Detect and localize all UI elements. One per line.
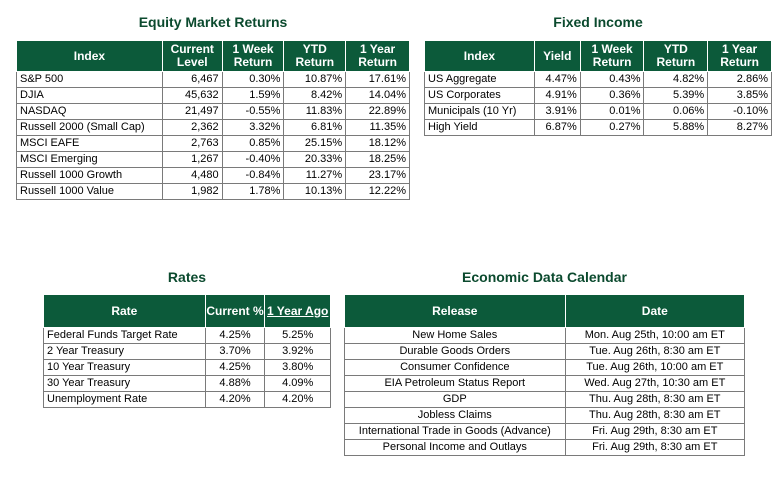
table-row: [44, 328, 331, 344]
equity-header-ytd: YTD Return: [284, 41, 346, 72]
cell: 6,467: [162, 72, 222, 88]
cell: 3.70%: [205, 344, 265, 360]
cell: 11.83%: [284, 104, 346, 120]
cell: 2,362: [162, 120, 222, 136]
cell: 4.88%: [205, 376, 265, 392]
fixed-title: Fixed Income: [553, 14, 643, 30]
equity-table: [16, 40, 410, 200]
cell: -0.55%: [222, 104, 284, 120]
cell: Municipals (10 Yr): [425, 104, 535, 120]
cell: Fri. Aug 29th, 8:30 am ET: [565, 440, 744, 456]
rates-header-rate: Rate: [44, 295, 206, 328]
cell: 4.20%: [205, 392, 265, 408]
equity-header-level: Current Level: [162, 41, 222, 72]
cell: 5.39%: [644, 88, 708, 104]
table-row: [345, 328, 745, 344]
cell: 8.42%: [284, 88, 346, 104]
fixed-header-year: 1 Year Return: [708, 41, 772, 72]
cell: 4.20%: [265, 392, 331, 408]
cell: 4.25%: [205, 360, 265, 376]
table-row: [17, 168, 410, 184]
table-row: [44, 344, 331, 360]
table-row: [17, 120, 410, 136]
cell: 4.47%: [534, 72, 580, 88]
cell: 4.91%: [534, 88, 580, 104]
cell: High Yield: [425, 120, 535, 136]
cell: 2,763: [162, 136, 222, 152]
table-row: [345, 344, 745, 360]
cell: US Corporates: [425, 88, 535, 104]
cell: 30 Year Treasury: [44, 376, 206, 392]
cell: Tue. Aug 26th, 10:00 am ET: [565, 360, 744, 376]
table-row: [345, 408, 745, 424]
table-row: [17, 152, 410, 168]
rates-table: [43, 294, 331, 408]
cell: 0.30%: [222, 72, 284, 88]
cell: 1.78%: [222, 184, 284, 200]
cell: 1.59%: [222, 88, 284, 104]
cell: -0.10%: [708, 104, 772, 120]
fixed-header-week: 1 Week Return: [580, 41, 644, 72]
cell: -0.40%: [222, 152, 284, 168]
fixed-header-yield: Yield: [534, 41, 580, 72]
table-row: [345, 360, 745, 376]
table-row: [44, 392, 331, 408]
calendar-table: [344, 294, 745, 456]
cell: 1,982: [162, 184, 222, 200]
cell: 3.91%: [534, 104, 580, 120]
fixed-table: [424, 40, 772, 136]
cell: 10.13%: [284, 184, 346, 200]
table-row: [425, 88, 772, 104]
cell: 2.86%: [708, 72, 772, 88]
calendar-header-date: Date: [565, 295, 744, 328]
table-row: [17, 136, 410, 152]
cell: Federal Funds Target Rate: [44, 328, 206, 344]
cell: Fri. Aug 29th, 8:30 am ET: [565, 424, 744, 440]
cell: Durable Goods Orders: [345, 344, 566, 360]
cell: 3.32%: [222, 120, 284, 136]
cell: 11.27%: [284, 168, 346, 184]
table-row: [44, 360, 331, 376]
cell: EIA Petroleum Status Report: [345, 376, 566, 392]
cell: 23.17%: [346, 168, 410, 184]
cell: 18.25%: [346, 152, 410, 168]
cell: 4.82%: [644, 72, 708, 88]
cell: 45,632: [162, 88, 222, 104]
table-row: [425, 120, 772, 136]
table-row: [425, 104, 772, 120]
table-row: [44, 376, 331, 392]
cell: 18.12%: [346, 136, 410, 152]
cell: 4.09%: [265, 376, 331, 392]
cell: 3.92%: [265, 344, 331, 360]
cell: New Home Sales: [345, 328, 566, 344]
cell: 2 Year Treasury: [44, 344, 206, 360]
calendar-title: Economic Data Calendar: [462, 269, 627, 285]
cell: 0.85%: [222, 136, 284, 152]
cell: GDP: [345, 392, 566, 408]
cell: 4,480: [162, 168, 222, 184]
fixed-header-ytd: YTD Return: [644, 41, 708, 72]
cell: 0.36%: [580, 88, 644, 104]
cell: 20.33%: [284, 152, 346, 168]
rates-title: Rates: [167, 269, 207, 285]
table-row: [345, 376, 745, 392]
cell: 0.01%: [580, 104, 644, 120]
cell: Wed. Aug 27th, 10:30 am ET: [565, 376, 744, 392]
equity-header-week: 1 Week Return: [222, 41, 284, 72]
cell: 21,497: [162, 104, 222, 120]
cell: 22.89%: [346, 104, 410, 120]
cell: 10.87%: [284, 72, 346, 88]
cell: Thu. Aug 28th, 8:30 am ET: [565, 392, 744, 408]
cell: Unemployment Rate: [44, 392, 206, 408]
cell: 14.04%: [346, 88, 410, 104]
table-row: [17, 72, 410, 88]
cell: 6.81%: [284, 120, 346, 136]
calendar-header-release: Release: [345, 295, 566, 328]
cell: Personal Income and Outlays: [345, 440, 566, 456]
cell: NASDAQ: [17, 104, 163, 120]
cell: 25.15%: [284, 136, 346, 152]
cell: 0.06%: [644, 104, 708, 120]
equity-header-index: Index: [17, 41, 163, 72]
cell: 12.22%: [346, 184, 410, 200]
table-row: [425, 72, 772, 88]
cell: MSCI Emerging: [17, 152, 163, 168]
cell: 5.25%: [265, 328, 331, 344]
cell: Tue. Aug 26th, 8:30 am ET: [565, 344, 744, 360]
cell: International Trade in Goods (Advance): [345, 424, 566, 440]
cell: 17.61%: [346, 72, 410, 88]
rates-header-ago: 1 Year Ago: [265, 295, 331, 328]
equity-title: Equity Market Returns: [138, 14, 288, 30]
table-row: [17, 104, 410, 120]
cell: MSCI EAFE: [17, 136, 163, 152]
cell: 3.80%: [265, 360, 331, 376]
cell: Mon. Aug 25th, 10:00 am ET: [565, 328, 744, 344]
cell: Consumer Confidence: [345, 360, 566, 376]
cell: Thu. Aug 28th, 8:30 am ET: [565, 408, 744, 424]
table-row: [17, 184, 410, 200]
table-row: [345, 392, 745, 408]
cell: 0.27%: [580, 120, 644, 136]
table-row: [345, 424, 745, 440]
cell: 3.85%: [708, 88, 772, 104]
cell: 5.88%: [644, 120, 708, 136]
cell: 6.87%: [534, 120, 580, 136]
cell: -0.84%: [222, 168, 284, 184]
cell: Russell 2000 (Small Cap): [17, 120, 163, 136]
cell: Jobless Claims: [345, 408, 566, 424]
cell: DJIA: [17, 88, 163, 104]
cell: 8.27%: [708, 120, 772, 136]
cell: 11.35%: [346, 120, 410, 136]
cell: 4.25%: [205, 328, 265, 344]
cell: S&P 500: [17, 72, 163, 88]
cell: Russell 1000 Value: [17, 184, 163, 200]
rates-header-current: Current %: [205, 295, 265, 328]
cell: 1,267: [162, 152, 222, 168]
fixed-header-index: Index: [425, 41, 535, 72]
cell: Russell 1000 Growth: [17, 168, 163, 184]
equity-body: [17, 72, 410, 200]
table-row: [345, 440, 745, 456]
table-row: [17, 88, 410, 104]
cell: US Aggregate: [425, 72, 535, 88]
equity-header-year: 1 Year Return: [346, 41, 410, 72]
cell: 10 Year Treasury: [44, 360, 206, 376]
cell: 0.43%: [580, 72, 644, 88]
